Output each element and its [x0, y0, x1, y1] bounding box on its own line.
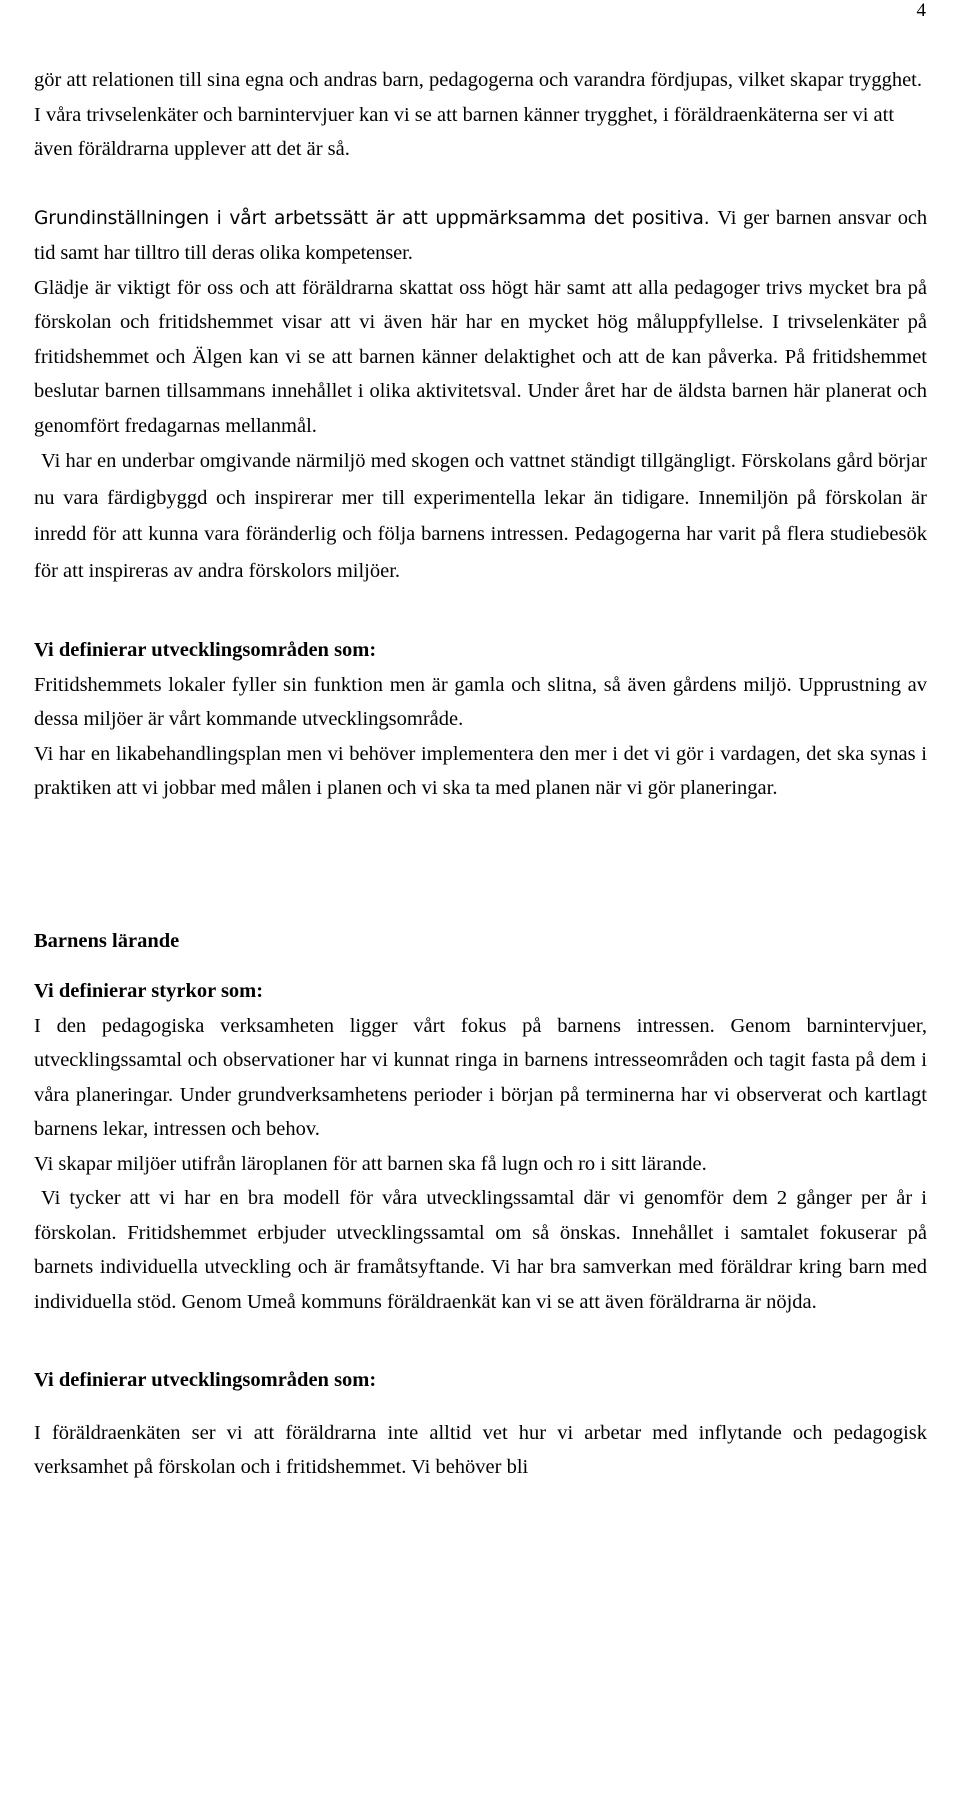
paragraph-interests: I den pedagogiska verksamheten ligger vårt fokus på barnens intressen. Genom barnintervjuer, utvecklingssamtal och observationer har vi kunnat ringa in barnens intresseområden och tagit fasta på dem i våra planeringar. Under grundverksamhetens perioder i början på terminerna har vi observerat och kartlagt barnens lekar, intressen och behov. [34, 1014, 927, 1140]
paragraph-environment: Vi har en underbar omgivande närmiljö med skogen och vattnet ständigt tillgängligt. Förskolans gård börjar nu vara färdigbyggd och inspirerar mer till experimentella lekar än tidigare. Innemiljön på förskolan är inredd för att kunna vara föränderlig och följa barnens intressen. Pedagogerna har varit på flera studiebesök för att inspireras av andra förskolors miljöer. [34, 450, 927, 582]
paragraph-basic-attitude-tail: Vi ger barnen ansvar och tid samt har tilltro till deras olika kompetenser. [34, 206, 928, 264]
spacer [34, 806, 927, 924]
paragraph-surveys: I våra trivselenkäter och barnintervjuer kan vi se att barnen känner trygghet, i föräldraenkäterna ser vi att även föräldrarna upplever att det är så. [34, 103, 895, 160]
heading-strengths: Vi definierar styrkor som: [34, 980, 264, 1002]
paragraph-relations: gör att relationen till sina egna och andras barn, pedagogerna och varandra fördjupas, vilket skapar trygghet. [34, 69, 923, 91]
heading-development-areas-1: Vi definierar utvecklingsområden som: [34, 639, 377, 661]
paragraph-parent-survey: I föräldraenkäten ser vi att föräldrarna inte alltid vet hur vi arbetar med inflytande och pedagogisk verksamhet på förskolan och i fritidshemmet. Vi behöver bli [34, 1421, 927, 1478]
spacer [34, 589, 927, 633]
heading-development-areas-2: Vi definierar utvecklingsområden som: [34, 1369, 377, 1391]
spacer [34, 1398, 927, 1416]
paragraph-basic-attitude-lead: Grundinställningen i vårt arbetssätt är att uppmärksamma det positiva. [34, 207, 710, 229]
paragraph-curriculum: Vi skapar miljöer utifrån läroplanen för att barnen ska få lugn och ro i sitt lärande. [34, 1152, 707, 1175]
page-number: 4 [916, 0, 926, 21]
paragraph-joy: Glädje är viktigt för oss och att föräldrarna skattat oss högt här samt att alla pedagoger trivs mycket bra på förskolan och fritidshemmet visar att vi även här har en mycket hög måluppfyllelse. I trivselenkäter på fritidshemmet och Älgen kan vi se att barnen känner delaktighet och att de kan påverka. På fritidshemmet beslutar barnen tillsammans innehållet i olika aktivitetsval. Under året har de äldsta barnen här planerat och genomfört fredagarnas mellanmål. [34, 276, 927, 437]
spacer [34, 167, 927, 201]
document-body [34, 63, 927, 1485]
spacer [34, 958, 927, 974]
paragraph-basic-attitude [34, 201, 927, 271]
section-title-childrens-learning: Barnens lärande [34, 929, 180, 952]
paragraph-premises: Fritidshemmets lokaler fyller sin funktion men är gamla och slitna, så även gårdens miljö. Upprustning av dessa miljöer är vårt kommande utvecklingsområde. [34, 673, 927, 730]
spacer [34, 1319, 927, 1363]
paragraph-dev-talks: Vi tycker att vi har en bra modell för våra utvecklingssamtal där vi genomför dem 2 gånger per år i förskolan. Fritidshemmet erbjuder utvecklingssamtal om så önskas. Innehållet i samtalet fokuserar på barnets individuella utveckling och är framåtsyftande. Vi har bra samverkan med föräldrar kring barn med individuella stöd. Genom Umeå kommuns föräldraenkät kan vi se att även föräldrarna är nöjda. [34, 1187, 927, 1313]
paragraph-equality-plan: Vi har en likabehandlingsplan men vi behöver implementera den mer i det vi gör i vardagen, det ska synas i praktiken att vi jobbar med målen i planen och vi ska ta med planen när vi gör planeringar. [34, 742, 927, 799]
